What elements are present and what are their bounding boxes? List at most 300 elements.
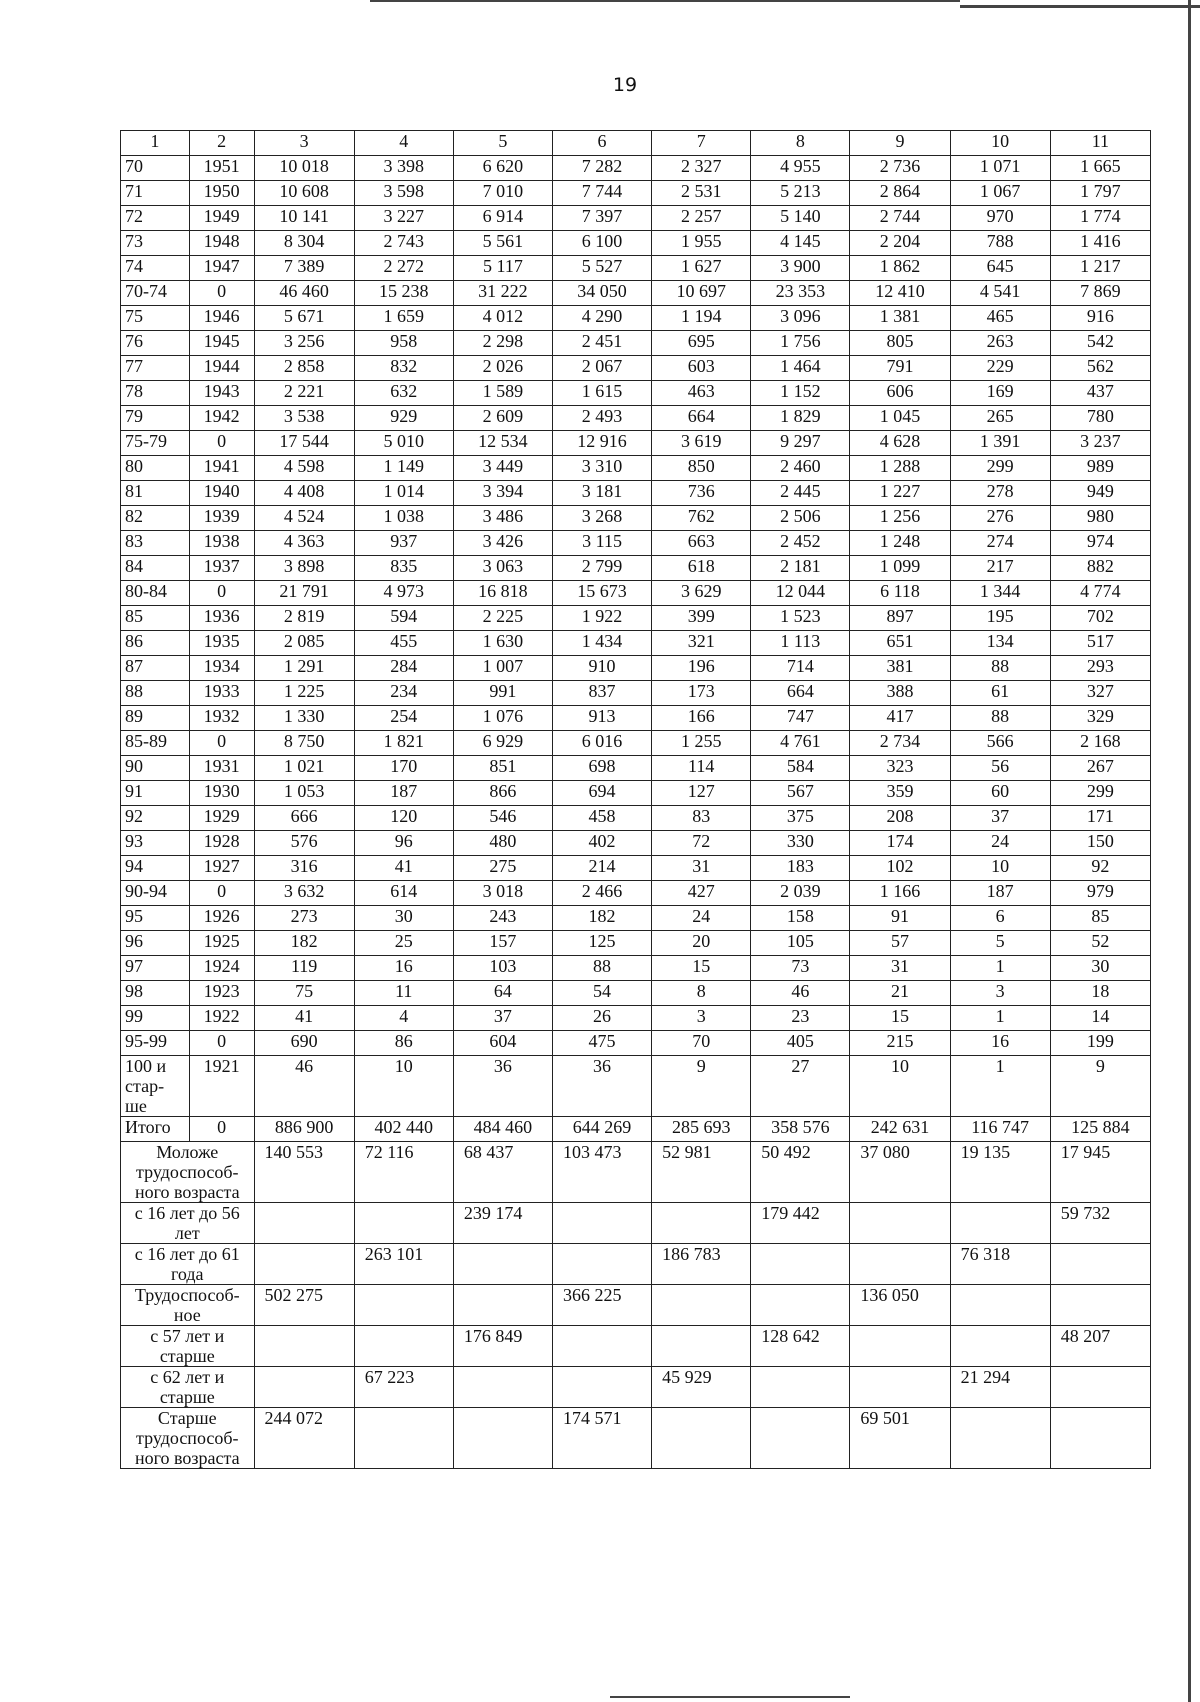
scan-edge-bottom [610,1696,850,1698]
summary-value-cell [552,1326,651,1367]
table-cell: 120 [354,806,453,831]
table-cell: 199 [1050,1031,1150,1056]
age-cell: 86 [121,631,190,656]
table-cell: 6 100 [552,231,651,256]
age-cell: Итого [121,1117,190,1142]
table-cell: 96 [354,831,453,856]
age-cell: 88 [121,681,190,706]
table-row [121,631,1151,656]
age-cell: 82 [121,506,190,531]
birth-year-cell: 1951 [189,156,254,181]
summary-value-cell [354,1203,453,1244]
table-cell: 52 [1050,931,1150,956]
table-row [121,1031,1151,1056]
table-row [121,906,1151,931]
table-cell: 5 561 [453,231,552,256]
table-cell: 916 [1050,306,1150,331]
table-cell: 46 [751,981,850,1006]
table-cell: 1 217 [1050,256,1150,281]
table-cell: 1 [950,956,1050,981]
table-cell: 57 [850,931,950,956]
column-number-cell: 11 [1050,131,1150,156]
table-cell: 1 113 [751,631,850,656]
table-cell: 594 [354,606,453,631]
age-cell: 90 [121,756,190,781]
birth-year-cell: 1928 [189,831,254,856]
table-cell: 3 619 [652,431,751,456]
table-cell: 455 [354,631,453,656]
table-cell: 3 598 [354,181,453,206]
table-row [121,731,1151,756]
birth-year-cell: 1925 [189,931,254,956]
summary-value-cell: 21 294 [950,1367,1050,1408]
column-number-cell: 1 [121,131,190,156]
table-cell: 299 [950,456,1050,481]
table-cell: 6 016 [552,731,651,756]
summary-value-cell [552,1203,651,1244]
age-cell: 97 [121,956,190,981]
table-cell: 664 [751,681,850,706]
table-row [121,581,1151,606]
birth-year-cell: 0 [189,1031,254,1056]
table-cell: 2 858 [254,356,354,381]
table-cell: 330 [751,831,850,856]
table-cell: 174 [850,831,950,856]
summary-value-cell [652,1408,751,1469]
table-cell: 695 [652,331,751,356]
table-cell: 1 627 [652,256,751,281]
table-cell: 217 [950,556,1050,581]
table-cell: 4 408 [254,481,354,506]
table-cell: 2 736 [850,156,950,181]
table-cell: 254 [354,706,453,731]
table-cell: 3 115 [552,531,651,556]
table-cell: 1 288 [850,456,950,481]
table-cell: 437 [1050,381,1150,406]
table-cell: 5 213 [751,181,850,206]
summary-value-cell [950,1408,1050,1469]
summary-label-cell: с 62 лет и старше [121,1367,255,1408]
age-cell: 70-74 [121,281,190,306]
summary-value-cell [254,1244,354,1285]
table-cell: 929 [354,406,453,431]
table-cell: 6 914 [453,206,552,231]
table-cell: 747 [751,706,850,731]
column-number-cell: 10 [950,131,1050,156]
table-row [121,556,1151,581]
table-cell: 897 [850,606,950,631]
summary-value-cell: 69 501 [850,1408,950,1469]
table-cell: 381 [850,656,950,681]
table-cell: 1 [950,1056,1050,1117]
birth-year-cell: 1931 [189,756,254,781]
summary-value-cell [453,1367,552,1408]
table-cell: 780 [1050,406,1150,431]
age-cell: 98 [121,981,190,1006]
summary-value-cell [453,1285,552,1326]
table-cell: 2 744 [850,206,950,231]
table-cell: 937 [354,531,453,556]
age-cell: 70 [121,156,190,181]
table-cell: 92 [1050,856,1150,881]
table-cell: 1 630 [453,631,552,656]
table-cell: 851 [453,756,552,781]
table-cell: 603 [652,356,751,381]
table-cell: 762 [652,506,751,531]
table-cell: 299 [1050,781,1150,806]
summary-value-cell: 37 080 [850,1142,950,1203]
scan-edge-top [370,0,960,2]
table-cell: 567 [751,781,850,806]
summary-value-cell [751,1285,850,1326]
table-cell: 1 821 [354,731,453,756]
table-cell: 242 631 [850,1117,950,1142]
table-cell: 23 [751,1006,850,1031]
table-cell: 7 397 [552,206,651,231]
table-cell: 2 039 [751,881,850,906]
table-cell: 4 290 [552,306,651,331]
birth-year-cell: 1944 [189,356,254,381]
birth-year-cell: 1942 [189,406,254,431]
table-cell: 546 [453,806,552,831]
table-cell: 4 012 [453,306,552,331]
table-cell: 1 615 [552,381,651,406]
summary-value-cell [751,1408,850,1469]
table-cell: 10 [354,1056,453,1117]
table-cell: 1 523 [751,606,850,631]
table-cell: 229 [950,356,1050,381]
table-cell: 4 145 [751,231,850,256]
table-cell: 866 [453,781,552,806]
table-row [121,431,1151,456]
column-number-cell: 9 [850,131,950,156]
table-cell: 316 [254,856,354,881]
table-cell: 64 [453,981,552,1006]
table-cell: 2 493 [552,406,651,431]
table-cell: 5 010 [354,431,453,456]
table-cell: 10 [950,856,1050,881]
table-cell: 31 [652,856,751,881]
column-number-cell: 5 [453,131,552,156]
table-cell: 116 747 [950,1117,1050,1142]
table-cell: 1 256 [850,506,950,531]
table-cell: 12 534 [453,431,552,456]
table-cell: 805 [850,331,950,356]
table-row [121,606,1151,631]
table-cell: 2 609 [453,406,552,431]
table-cell: 405 [751,1031,850,1056]
table-cell: 21 791 [254,581,354,606]
birth-year-cell: 0 [189,581,254,606]
summary-label-cell: Старше трудоспособ- ного возраста [121,1408,255,1469]
age-cell: 81 [121,481,190,506]
table-cell: 46 [254,1056,354,1117]
birth-year-cell: 1921 [189,1056,254,1117]
table-row [121,481,1151,506]
table-cell: 195 [950,606,1050,631]
table-cell: 714 [751,656,850,681]
age-cell: 93 [121,831,190,856]
total-row [121,1117,1151,1142]
age-cell: 71 [121,181,190,206]
table-cell: 16 [950,1031,1050,1056]
table-cell: 24 [652,906,751,931]
summary-value-cell [950,1326,1050,1367]
table-cell: 6 [950,906,1050,931]
table-cell: 4 541 [950,281,1050,306]
summary-value-cell: 50 492 [751,1142,850,1203]
table-row [121,881,1151,906]
table-cell: 2 221 [254,381,354,406]
table-row [121,306,1151,331]
table-cell: 3 181 [552,481,651,506]
summary-value-cell [453,1244,552,1285]
summary-value-cell: 19 135 [950,1142,1050,1203]
birth-year-cell: 1936 [189,606,254,631]
table-cell: 702 [1050,606,1150,631]
table-cell: 645 [950,256,1050,281]
age-cell: 95-99 [121,1031,190,1056]
table-cell: 37 [453,1006,552,1031]
summary-value-cell [652,1203,751,1244]
table-cell: 20 [652,931,751,956]
table-row [121,781,1151,806]
table-cell: 644 269 [552,1117,651,1142]
summary-value-cell: 176 849 [453,1326,552,1367]
table-row [121,256,1151,281]
statistics-table [120,130,1151,1469]
table-cell: 173 [652,681,751,706]
table-cell: 5 [950,931,1050,956]
table-cell: 3 900 [751,256,850,281]
table-cell: 26 [552,1006,651,1031]
table-cell: 484 460 [453,1117,552,1142]
table-row [121,981,1151,1006]
summary-value-cell: 103 473 [552,1142,651,1203]
table-cell: 263 [950,331,1050,356]
table-cell: 284 [354,656,453,681]
table-cell: 3 486 [453,506,552,531]
table-cell: 1 099 [850,556,950,581]
table-cell: 2 085 [254,631,354,656]
summary-value-cell [552,1244,651,1285]
column-number-cell: 8 [751,131,850,156]
table-cell: 9 [1050,1056,1150,1117]
table-cell: 2 531 [652,181,751,206]
age-cell: 90-94 [121,881,190,906]
birth-year-cell: 0 [189,1117,254,1142]
table-cell: 2 466 [552,881,651,906]
table-cell: 359 [850,781,950,806]
table-cell: 183 [751,856,850,881]
summary-value-cell [751,1244,850,1285]
birth-year-cell: 1934 [189,656,254,681]
table-cell: 37 [950,806,1050,831]
table-cell: 2 864 [850,181,950,206]
age-cell: 78 [121,381,190,406]
table-cell: 88 [552,956,651,981]
table-cell: 24 [950,831,1050,856]
table-cell: 3 [950,981,1050,1006]
summary-value-cell [254,1203,354,1244]
summary-value-cell: 52 981 [652,1142,751,1203]
table-cell: 267 [1050,756,1150,781]
summary-value-cell: 136 050 [850,1285,950,1326]
table-row [121,156,1151,181]
age-cell: 72 [121,206,190,231]
table-row [121,331,1151,356]
table-cell: 150 [1050,831,1150,856]
age-cell: 74 [121,256,190,281]
table-cell: 72 [652,831,751,856]
age-cell: 80-84 [121,581,190,606]
summary-value-cell: 76 318 [950,1244,1050,1285]
table-cell: 970 [950,206,1050,231]
table-cell: 215 [850,1031,950,1056]
summary-value-cell: 59 732 [1050,1203,1150,1244]
table-cell: 171 [1050,806,1150,831]
table-cell: 12 044 [751,581,850,606]
birth-year-cell: 1926 [189,906,254,931]
table-row [121,856,1151,881]
table-cell: 6 118 [850,581,950,606]
table-cell: 850 [652,456,751,481]
birth-year-cell: 1924 [189,956,254,981]
table-cell: 1 391 [950,431,1050,456]
table-cell: 27 [751,1056,850,1117]
table-cell: 5 527 [552,256,651,281]
table-cell: 4 973 [354,581,453,606]
table-cell: 8 [652,981,751,1006]
table-cell: 2 743 [354,231,453,256]
table-cell: 196 [652,656,751,681]
table-cell: 273 [254,906,354,931]
table-cell: 2 445 [751,481,850,506]
table-cell: 1 829 [751,406,850,431]
table-cell: 16 818 [453,581,552,606]
table-cell: 327 [1050,681,1150,706]
table-row [121,706,1151,731]
birth-year-cell: 1950 [189,181,254,206]
table-cell: 182 [254,931,354,956]
table-row [121,231,1151,256]
table-cell: 2 026 [453,356,552,381]
table-cell: 16 [354,956,453,981]
table-cell: 278 [950,481,1050,506]
birth-year-cell: 1946 [189,306,254,331]
table-cell: 3 310 [552,456,651,481]
table-cell: 274 [950,531,1050,556]
table-cell: 1 665 [1050,156,1150,181]
table-cell: 187 [950,881,1050,906]
table-cell: 1 194 [652,306,751,331]
age-cell: 96 [121,931,190,956]
table-cell: 30 [1050,956,1150,981]
table-cell: 2 168 [1050,731,1150,756]
table-cell: 837 [552,681,651,706]
table-cell: 25 [354,931,453,956]
table-cell: 91 [850,906,950,931]
table-cell: 10 608 [254,181,354,206]
table-cell: 4 628 [850,431,950,456]
summary-row [121,1367,1151,1408]
table-row [121,456,1151,481]
summary-value-cell [850,1326,950,1367]
summary-value-cell [552,1367,651,1408]
table-cell: 12 410 [850,281,950,306]
birth-year-cell: 0 [189,431,254,456]
table-cell: 2 799 [552,556,651,581]
age-cell: 75 [121,306,190,331]
table-cell: 7 282 [552,156,651,181]
table-cell: 17 544 [254,431,354,456]
age-cell: 95 [121,906,190,931]
table-cell: 1 756 [751,331,850,356]
table-cell: 83 [652,806,751,831]
age-cell: 76 [121,331,190,356]
birth-year-cell: 1947 [189,256,254,281]
table-cell: 276 [950,506,1050,531]
age-cell: 100 и стар- ше [121,1056,190,1117]
table-cell: 1 038 [354,506,453,531]
table-row [121,206,1151,231]
table-cell: 517 [1050,631,1150,656]
table-cell: 88 [950,656,1050,681]
table-cell: 614 [354,881,453,906]
summary-value-cell: 17 945 [1050,1142,1150,1203]
table-cell: 275 [453,856,552,881]
table-cell: 974 [1050,531,1150,556]
table-cell: 54 [552,981,651,1006]
summary-value-cell [354,1326,453,1367]
age-cell: 99 [121,1006,190,1031]
table-cell: 3 268 [552,506,651,531]
summary-value-cell [950,1285,1050,1326]
table-cell: 41 [354,856,453,881]
table-row [121,181,1151,206]
table-cell: 736 [652,481,751,506]
table-row [121,656,1151,681]
summary-value-cell [850,1203,950,1244]
table-cell: 2 452 [751,531,850,556]
table-cell: 9 297 [751,431,850,456]
table-cell: 8 750 [254,731,354,756]
table-cell: 73 [751,956,850,981]
table-cell: 7 744 [552,181,651,206]
table-cell: 1 344 [950,581,1050,606]
table-cell: 1 071 [950,156,1050,181]
column-number-cell: 7 [652,131,751,156]
table-row [121,1056,1151,1117]
table-body [121,131,1151,1469]
table-cell: 1 166 [850,881,950,906]
table-cell: 1 248 [850,531,950,556]
table-cell: 323 [850,756,950,781]
table-cell: 1 291 [254,656,354,681]
table-cell: 1 381 [850,306,950,331]
table-cell: 2 257 [652,206,751,231]
summary-value-cell: 67 223 [354,1367,453,1408]
table-cell: 1 [950,1006,1050,1031]
scan-edge-top-right [960,5,1200,8]
summary-row [121,1408,1151,1469]
column-number-cell: 2 [189,131,254,156]
table-cell: 989 [1050,456,1150,481]
summary-value-cell [1050,1367,1150,1408]
table-row [121,381,1151,406]
table-cell: 2 067 [552,356,651,381]
table-cell: 3 898 [254,556,354,581]
